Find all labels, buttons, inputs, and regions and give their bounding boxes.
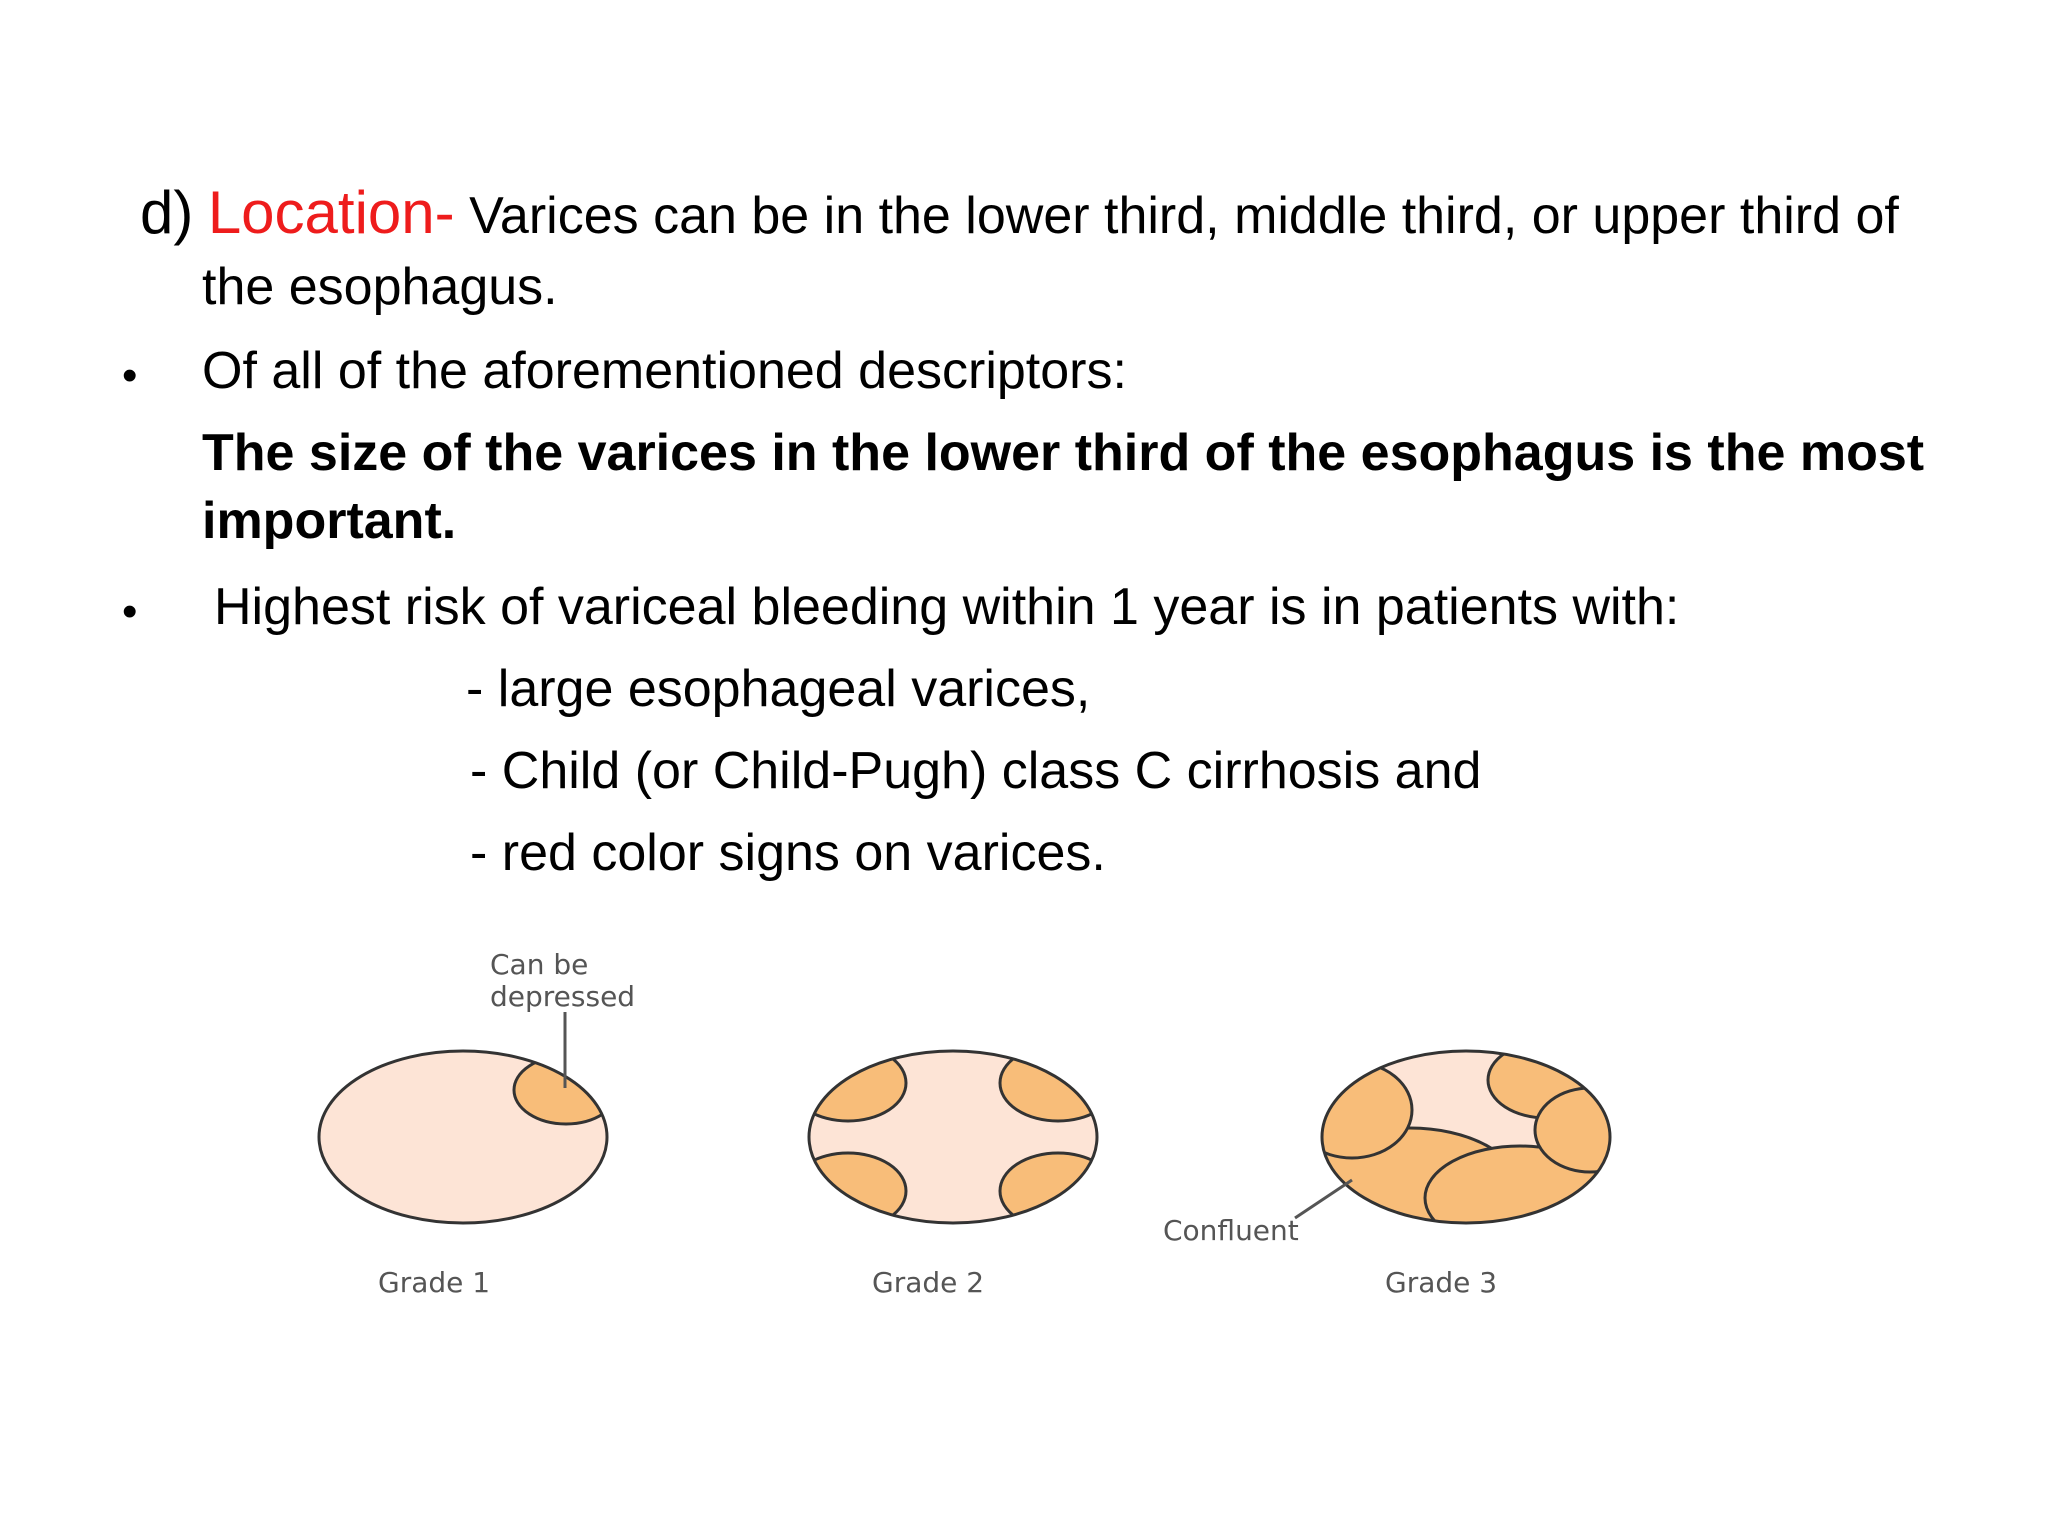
grade-2-varix-bottom-left bbox=[790, 1153, 906, 1229]
grade-3-label: Grade 3 bbox=[1385, 1266, 1498, 1299]
grade-2-label: Grade 2 bbox=[872, 1266, 985, 1299]
grade-1-diagram bbox=[319, 948, 635, 1299]
grade-2-varix-top-right bbox=[1000, 1045, 1116, 1121]
sub-item-large-varices: - large esophageal varices, bbox=[466, 660, 1091, 718]
location-label: Location- bbox=[207, 179, 455, 246]
location-text-line-2: the esophagus. bbox=[202, 258, 558, 316]
bullet-1-emphasis-line-1: The size of the varices in the lower third of the esophagus is the most bbox=[202, 424, 1925, 482]
grade-2-varix-bottom-right bbox=[1000, 1153, 1116, 1229]
grade-3-varix-right bbox=[1535, 1088, 1645, 1172]
bullet-1-text: Of all of the aforementioned descriptors: bbox=[202, 342, 1127, 400]
grade-1-label: Grade 1 bbox=[378, 1266, 491, 1299]
grade-3-annotation: Confluent bbox=[1163, 1214, 1299, 1247]
location-prefix: d) bbox=[140, 179, 194, 246]
grade-2-varix-top-left bbox=[790, 1045, 906, 1121]
grade-3-varix-left bbox=[1292, 1062, 1412, 1158]
bullet-1-symbol: • bbox=[122, 351, 138, 400]
sub-item-child-pugh: - Child (or Child-Pugh) class C cirrhosis and bbox=[470, 742, 1482, 800]
grade-1-annotation-line-1: Can be bbox=[490, 948, 589, 981]
grade-3-annotation-leader bbox=[1295, 1180, 1352, 1218]
bullet-2-symbol: • bbox=[122, 587, 138, 636]
location-text-line-1: Varices can be in the lower third, middle third, or upper third of bbox=[469, 187, 1899, 245]
bullet-2-text: Highest risk of variceal bleeding within 1 year is in patients with: bbox=[214, 578, 1680, 636]
bullet-1-emphasis-line-2: important. bbox=[202, 492, 457, 550]
grade-1-annotation-line-2: depressed bbox=[490, 980, 636, 1013]
sub-item-red-color-signs: - red color signs on varices. bbox=[470, 824, 1106, 882]
grade-2-diagram bbox=[790, 1045, 1116, 1299]
grade-3-diagram bbox=[1163, 1042, 1645, 1299]
